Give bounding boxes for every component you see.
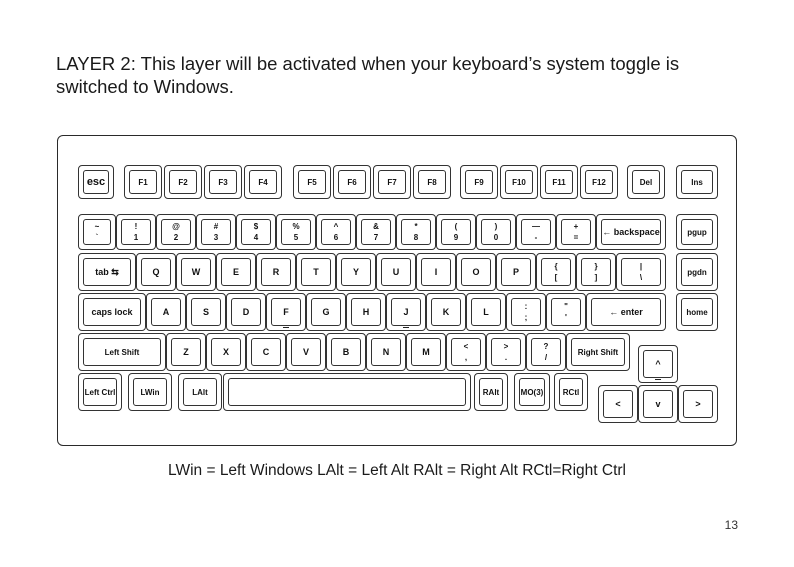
key-r (256, 253, 296, 291)
key-x (206, 333, 246, 371)
key-t (296, 253, 336, 291)
key-z (166, 333, 206, 371)
key-f4 (244, 165, 282, 199)
page-number: 13 (724, 518, 738, 532)
key-enter (586, 293, 666, 331)
key-spacebar-cap (228, 378, 466, 406)
key-z-label: Z (171, 338, 201, 366)
key-semicolon (506, 293, 546, 331)
key-f11-label: F11 (545, 170, 573, 194)
key-2-base: 2 (173, 233, 179, 242)
key-3-base: 3 (213, 233, 219, 242)
key-4-shift: $ (253, 222, 259, 231)
key-f6 (333, 165, 371, 199)
key-f10 (500, 165, 538, 199)
key-l (466, 293, 506, 331)
key-d (226, 293, 266, 331)
key-mo3-label: MO(3) (519, 378, 545, 406)
key-q (136, 253, 176, 291)
key-period-base: . (504, 353, 508, 362)
key-k-label: K (431, 298, 461, 326)
key-del-label: Del (632, 170, 660, 194)
key-equal-base: = (573, 233, 579, 242)
key-9 (436, 214, 476, 250)
key-pgdn (676, 253, 718, 291)
key-b-label: B (331, 338, 361, 366)
key-lbracket-shift: { (554, 262, 558, 271)
key-y-label: Y (341, 258, 371, 286)
key-backslash-base: \ (639, 273, 643, 282)
key-lbracket (536, 253, 576, 291)
key-pgdn-label: pgdn (681, 258, 713, 286)
key-f3 (204, 165, 242, 199)
key-comma (446, 333, 486, 371)
key-minus (516, 214, 556, 250)
key-enter-label: ← enter (591, 298, 661, 326)
abbreviation-legend: LWin = Left Windows LAlt = Left Alt RAlt = Right Alt RCtl=Right Ctrl (167, 462, 626, 479)
key-0 (476, 214, 516, 250)
key-arrow-up (638, 345, 678, 383)
key-grave (78, 214, 116, 250)
homing-bump-icon (283, 327, 289, 329)
arrow-down-icon: v (643, 390, 673, 418)
key-1 (116, 214, 156, 250)
key-f2 (164, 165, 202, 199)
key-f4-label: F4 (249, 170, 277, 194)
key-f6-label: F6 (338, 170, 366, 194)
key-slash-base: / (544, 353, 548, 362)
key-right-shift (566, 333, 630, 371)
layer-description-line2: switched to Windows. (56, 76, 234, 97)
key-arrow-right (678, 385, 718, 423)
key-r-label: R (261, 258, 291, 286)
key-quote (546, 293, 586, 331)
key-rbracket-shift: } (594, 262, 598, 271)
key-f8-label: F8 (418, 170, 446, 194)
key-right-shift-label: Right Shift (571, 338, 625, 366)
key-q-label: Q (141, 258, 171, 286)
key-f10-label: F10 (505, 170, 533, 194)
key-f1 (124, 165, 162, 199)
key-backspace-label: ← backspace (601, 219, 661, 245)
key-f7 (373, 165, 411, 199)
key-3 (196, 214, 236, 250)
key-s (186, 293, 226, 331)
key-n-label: N (371, 338, 401, 366)
key-p (496, 253, 536, 291)
key-8-base: 8 (413, 233, 419, 242)
key-quote-shift: " (564, 302, 568, 311)
key-4-base: 4 (253, 233, 259, 242)
key-5 (276, 214, 316, 250)
key-8-shift: * (414, 222, 418, 231)
arrow-left-icon: < (603, 390, 633, 418)
key-left-shift (78, 333, 166, 371)
key-7-base: 7 (373, 233, 379, 242)
key-a (146, 293, 186, 331)
key-0-shift: ) (494, 222, 498, 231)
key-f12 (580, 165, 618, 199)
key-caps-lock (78, 293, 146, 331)
key-backslash (616, 253, 666, 291)
key-pgup (676, 214, 718, 250)
key-period-shift: > (503, 342, 509, 351)
key-spacebar (223, 373, 471, 411)
key-m (406, 333, 446, 371)
key-m-label: M (411, 338, 441, 366)
key-left-ctrl-label: Left Ctrl (83, 378, 117, 406)
key-f5-label: F5 (298, 170, 326, 194)
key-mo3 (514, 373, 550, 411)
homing-bump-icon (403, 327, 409, 329)
key-7 (356, 214, 396, 250)
key-home-label: home (681, 298, 713, 326)
key-lwin-label: LWin (133, 378, 167, 406)
key-o (456, 253, 496, 291)
key-5-base: 5 (293, 233, 299, 242)
key-rctl-label: RCtl (559, 378, 583, 406)
key-y (336, 253, 376, 291)
key-f9 (460, 165, 498, 199)
arrow-up-icon: ^ (643, 350, 673, 378)
key-v-label: V (291, 338, 321, 366)
key-ins (676, 165, 718, 199)
key-s-label: S (191, 298, 221, 326)
key-left-shift-label: Left Shift (83, 338, 161, 366)
key-j-label: J (391, 298, 421, 326)
key-tab-label: tab ⇆ (83, 258, 131, 286)
key-h-label: H (351, 298, 381, 326)
key-1-base: 1 (133, 233, 139, 242)
key-rbracket-base: ] (594, 273, 598, 282)
key-e (216, 253, 256, 291)
key-5-shift: % (292, 222, 300, 231)
key-f9-label: F9 (465, 170, 493, 194)
key-lalt (178, 373, 222, 411)
key-w-label: W (181, 258, 211, 286)
key-4 (236, 214, 276, 250)
key-comma-shift: < (463, 342, 469, 351)
key-f1-label: F1 (129, 170, 157, 194)
key-quote-base: ' (565, 313, 567, 322)
key-k (426, 293, 466, 331)
key-t-label: T (301, 258, 331, 286)
key-esc-label: esc (83, 170, 109, 194)
key-f7-label: F7 (378, 170, 406, 194)
key-arrow-left (598, 385, 638, 423)
key-arrow-down (638, 385, 678, 423)
key-f3-label: F3 (209, 170, 237, 194)
key-period (486, 333, 526, 371)
key-3-shift: # (213, 222, 219, 231)
key-u (376, 253, 416, 291)
arrow-right-icon: > (683, 390, 713, 418)
key-d-label: D (231, 298, 261, 326)
key-x-label: X (211, 338, 241, 366)
key-6 (316, 214, 356, 250)
key-j (386, 293, 426, 331)
key-backspace (596, 214, 666, 250)
layer-description (56, 52, 696, 98)
key-f-label: F (271, 298, 301, 326)
key-c (246, 333, 286, 371)
key-pgup-label: pgup (681, 219, 713, 245)
key-6-shift: ^ (333, 222, 339, 231)
key-f8 (413, 165, 451, 199)
key-semicolon-base: ; (524, 313, 528, 322)
key-i (416, 253, 456, 291)
keyboard-diagram (57, 135, 737, 446)
key-2-shift: @ (172, 222, 180, 231)
key-semicolon-shift: : (524, 302, 528, 311)
key-ins-label: Ins (681, 170, 713, 194)
key-9-base: 9 (453, 233, 459, 242)
key-rctl (554, 373, 588, 411)
key-8 (396, 214, 436, 250)
key-6-base: 6 (333, 233, 339, 242)
key-9-shift: ( (454, 222, 458, 231)
key-w (176, 253, 216, 291)
key-lwin (128, 373, 172, 411)
key-lbracket-base: [ (554, 273, 558, 282)
key-tab (78, 253, 136, 291)
key-l-label: L (471, 298, 501, 326)
key-o-label: O (461, 258, 491, 286)
key-minus-shift: — (532, 222, 540, 231)
key-equal-shift: + (573, 222, 579, 231)
key-ralt-label: RAlt (479, 378, 503, 406)
key-backslash-shift: | (639, 262, 643, 271)
key-g-label: G (311, 298, 341, 326)
key-ralt (474, 373, 508, 411)
key-b (326, 333, 366, 371)
key-g (306, 293, 346, 331)
key-f12-label: F12 (585, 170, 613, 194)
key-c-label: C (251, 338, 281, 366)
key-i-label: I (421, 258, 451, 286)
key-0-base: 0 (493, 233, 499, 242)
key-f11 (540, 165, 578, 199)
key-a-label: A (151, 298, 181, 326)
key-e-label: E (221, 258, 251, 286)
key-2 (156, 214, 196, 250)
key-home (676, 293, 718, 331)
key-grave-shift: ~ (94, 222, 100, 231)
key-1-shift: ! (134, 222, 138, 231)
key-left-ctrl (78, 373, 122, 411)
key-f5 (293, 165, 331, 199)
key-p-label: P (501, 258, 531, 286)
key-del (627, 165, 665, 199)
homing-bump-icon (655, 379, 661, 381)
key-rbracket (576, 253, 616, 291)
key-caps-lock-label: caps lock (83, 298, 141, 326)
key-grave-base: ` (95, 233, 99, 242)
key-comma-base: , (464, 353, 468, 362)
key-u-label: U (381, 258, 411, 286)
key-n (366, 333, 406, 371)
key-slash-shift: ? (543, 342, 549, 351)
key-minus-base: - (534, 233, 538, 242)
key-7-shift: & (373, 222, 379, 231)
key-equal (556, 214, 596, 250)
layer-description-line1: LAYER 2: This layer will be activated when your keyboard’s system toggle is (56, 53, 680, 74)
key-v (286, 333, 326, 371)
key-f (266, 293, 306, 331)
key-slash (526, 333, 566, 371)
key-f2-label: F2 (169, 170, 197, 194)
key-lalt-label: LAlt (183, 378, 217, 406)
key-esc (78, 165, 114, 199)
key-h (346, 293, 386, 331)
